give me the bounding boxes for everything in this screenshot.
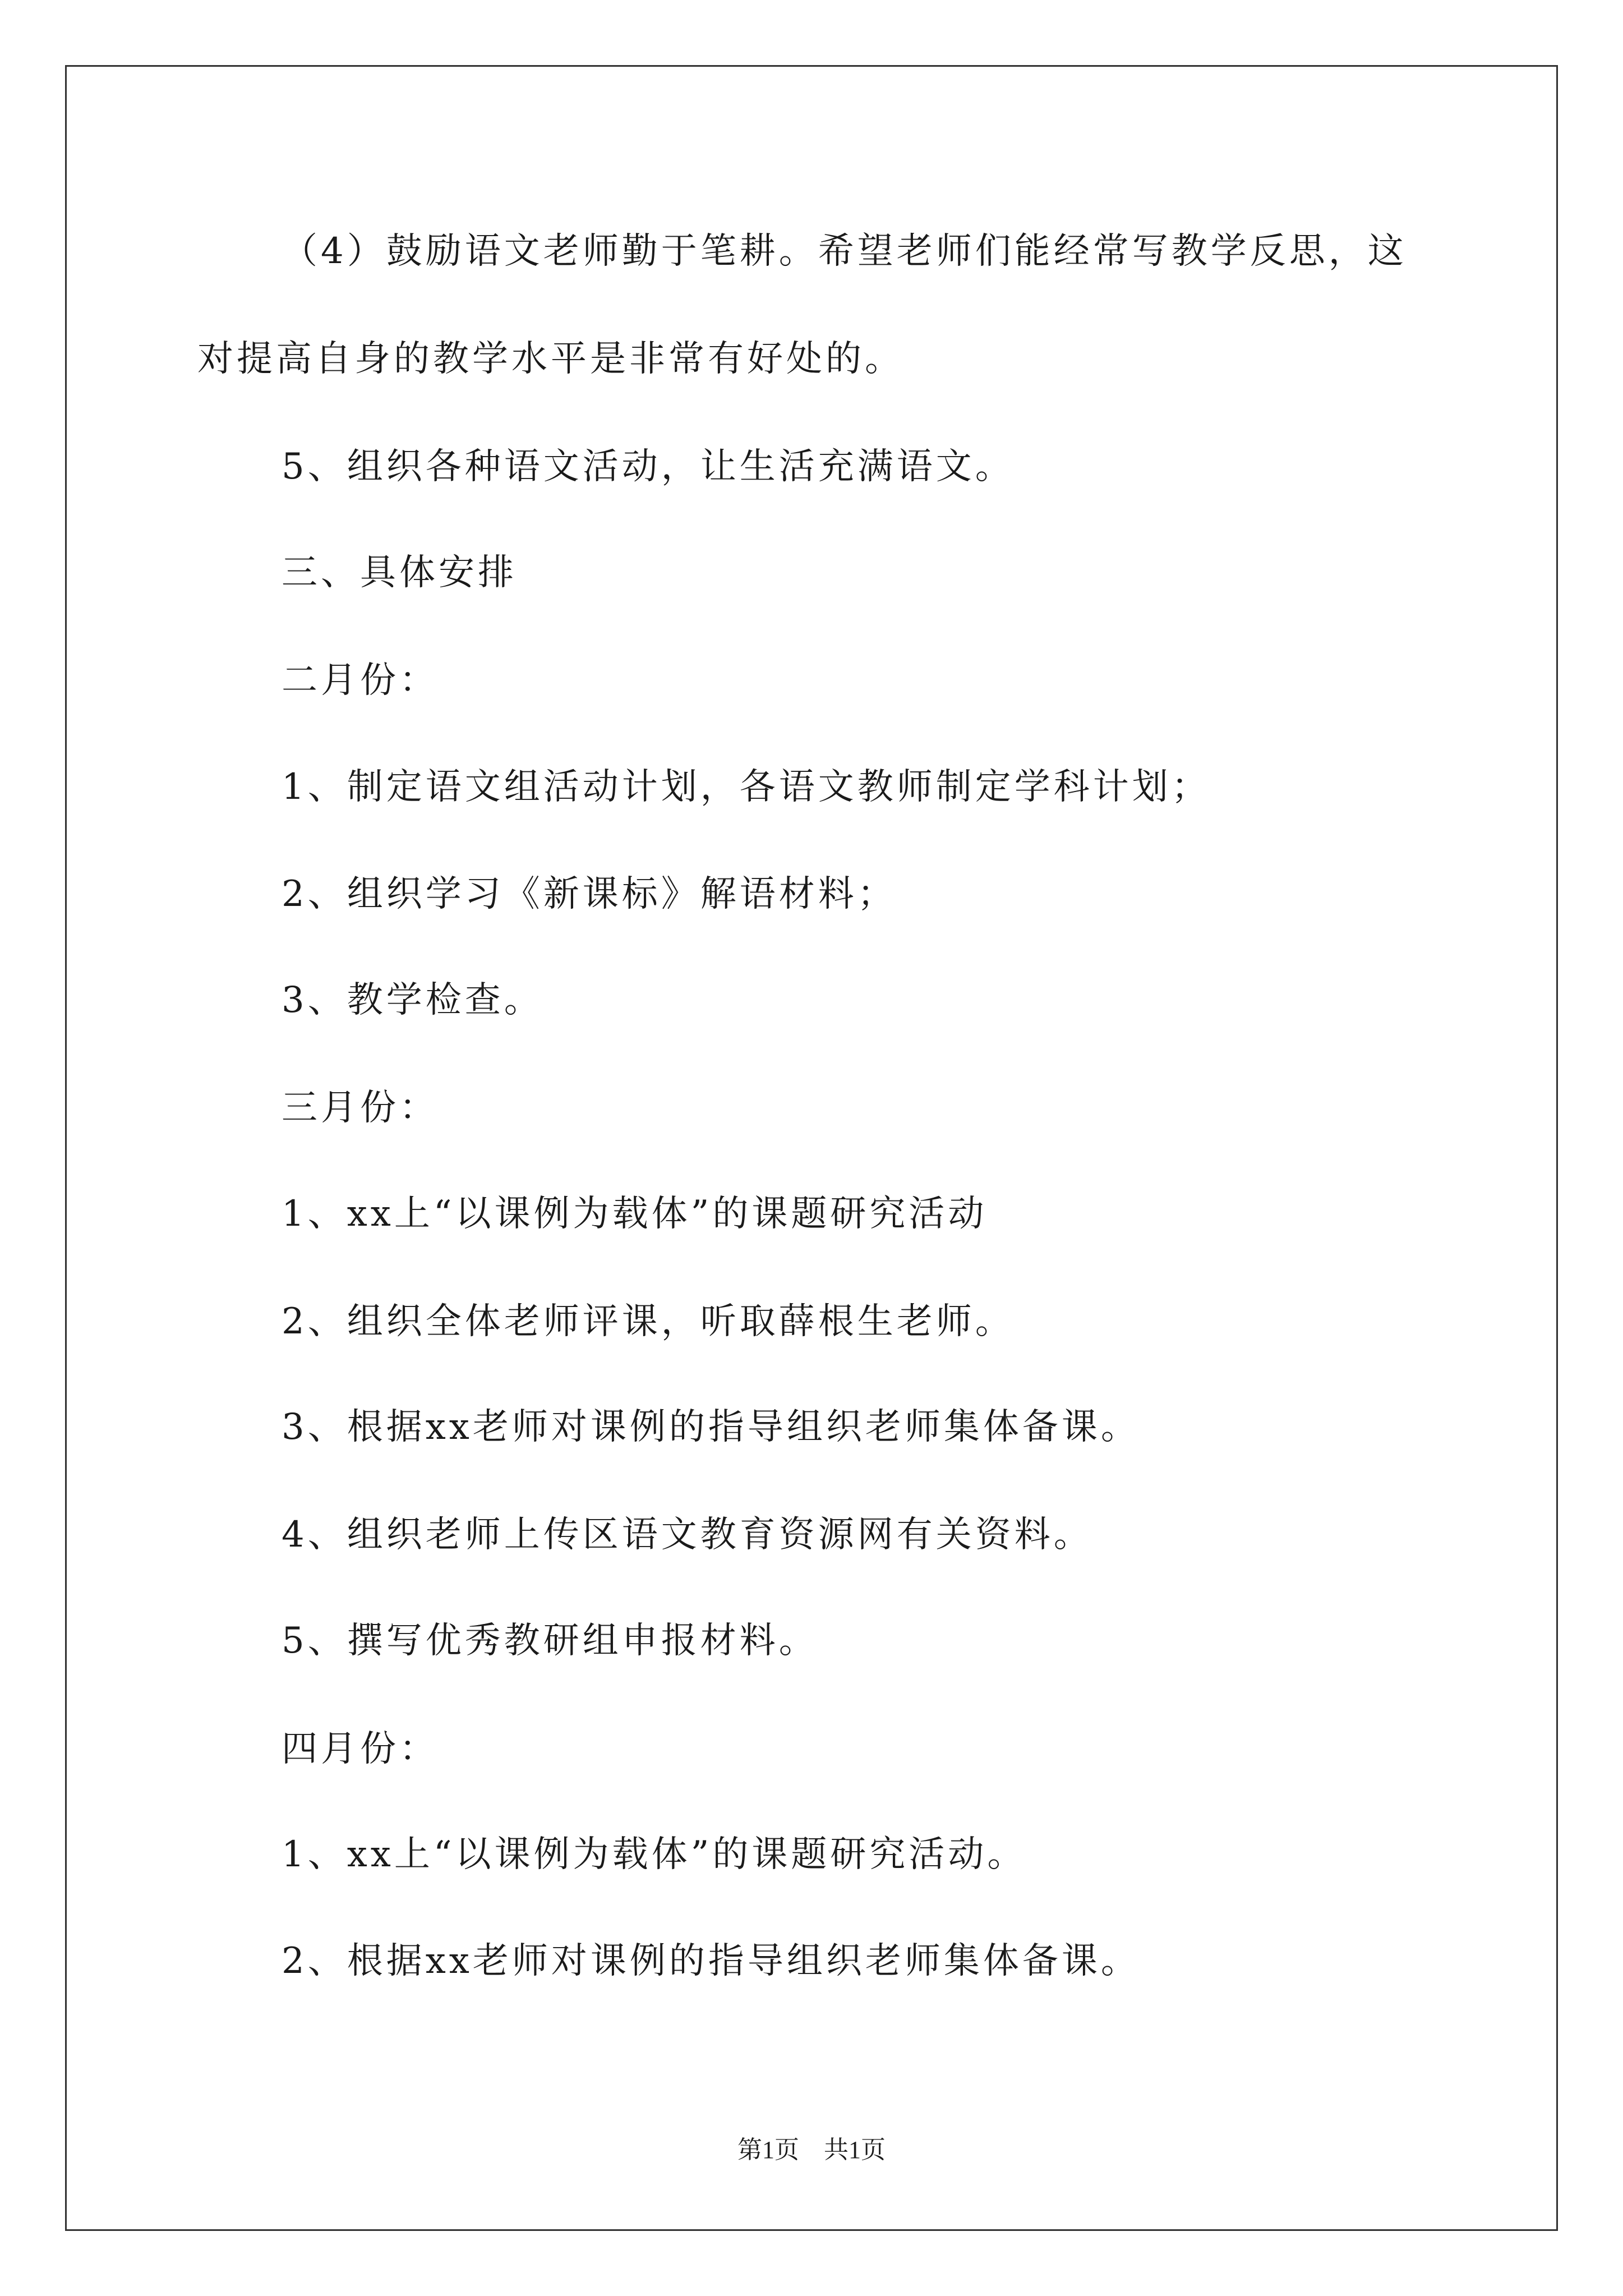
month-heading: 二月份：	[282, 660, 439, 701]
paragraph-line: 对提高自身的教学水平是非常有好处的。	[197, 338, 904, 380]
page-footer: 第1页 共1页	[737, 2136, 886, 2164]
list-item: 4、组织老师上传区语文教育资源网有关资料。	[282, 1514, 1093, 1556]
list-item: 3、教学检查。	[282, 979, 543, 1021]
list-item: 2、根据xx老师对课例的指导组织老师集体备课。	[282, 1940, 1140, 1982]
list-item: 1、xx上“以课例为载体”的课题研究活动	[282, 1193, 988, 1235]
list-item: 2、组织学习《新课标》解语材料；	[282, 873, 897, 915]
month-heading: 四月份：	[282, 1728, 439, 1770]
paragraph-line: （4）鼓励语文老师勤于笔耕。希望老师们能经常写教学反思，这	[282, 231, 1407, 272]
month-heading: 三月份：	[282, 1087, 439, 1129]
list-item: 1、xx上“以课例为载体”的课题研究活动。	[282, 1834, 1027, 1875]
list-item: 1、制定语文组活动计划，各语文教师制定学科计划；	[282, 766, 1211, 808]
section-heading: 三、具体安排	[282, 552, 517, 593]
page-border	[65, 65, 1558, 2231]
paragraph-line: 5、组织各种语文活动，让生活充满语文。	[282, 446, 1015, 487]
list-item: 3、根据xx老师对课例的指导组织老师集体备课。	[282, 1406, 1140, 1448]
list-item: 2、组织全体老师评课，听取薛根生老师。	[282, 1301, 1015, 1342]
list-item: 5、撰写优秀教研组申报材料。	[282, 1620, 818, 1662]
